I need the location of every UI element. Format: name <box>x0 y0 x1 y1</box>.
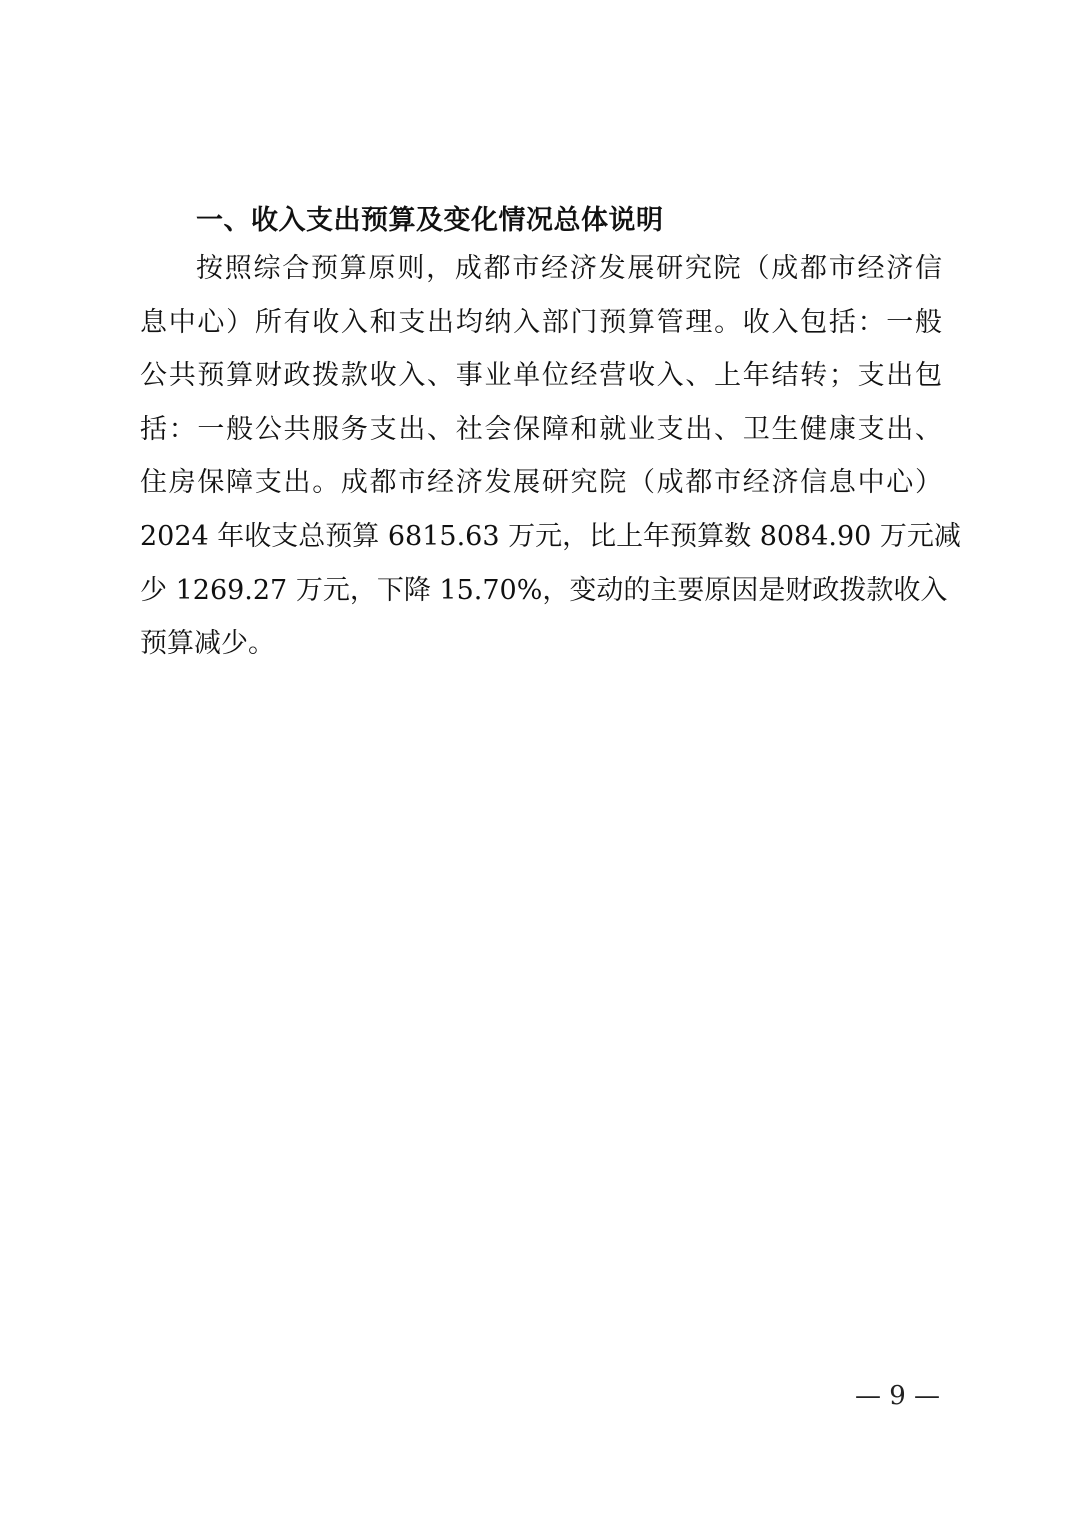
paragraph-line: 住房保障支出。成都市经济发展研究院（成都市经济信息中心） <box>140 467 942 499</box>
page-number: — 9 — <box>854 1381 941 1411</box>
paragraph-line: 按照综合预算原则，成都市经济发展研究院（成都市经济信 <box>196 253 942 284</box>
paragraph-line: 公共预算财政拨款收入、事业单位经营收入、上年结转；支出包 <box>140 360 942 392</box>
paragraph-line: 息中心）所有收入和支出均纳入部门预算管理。收入包括：一般 <box>140 306 942 338</box>
paragraph-line: 少 1269.27 万元，下降 15.70%，变动的主要原因是财政拨款收入 <box>140 574 948 606</box>
body-paragraph <box>140 242 961 671</box>
section-heading: 一、收入支出预算及变化情况总体说明 <box>196 205 664 236</box>
paragraph-line: 2024 年收支总预算 6815.63 万元，比上年预算数 8084.90 万元减 <box>140 520 961 552</box>
paragraph-line: 预算减少。 <box>140 628 275 660</box>
paragraph-line: 括：一般公共服务支出、社会保障和就业支出、卫生健康支出、 <box>140 413 942 445</box>
